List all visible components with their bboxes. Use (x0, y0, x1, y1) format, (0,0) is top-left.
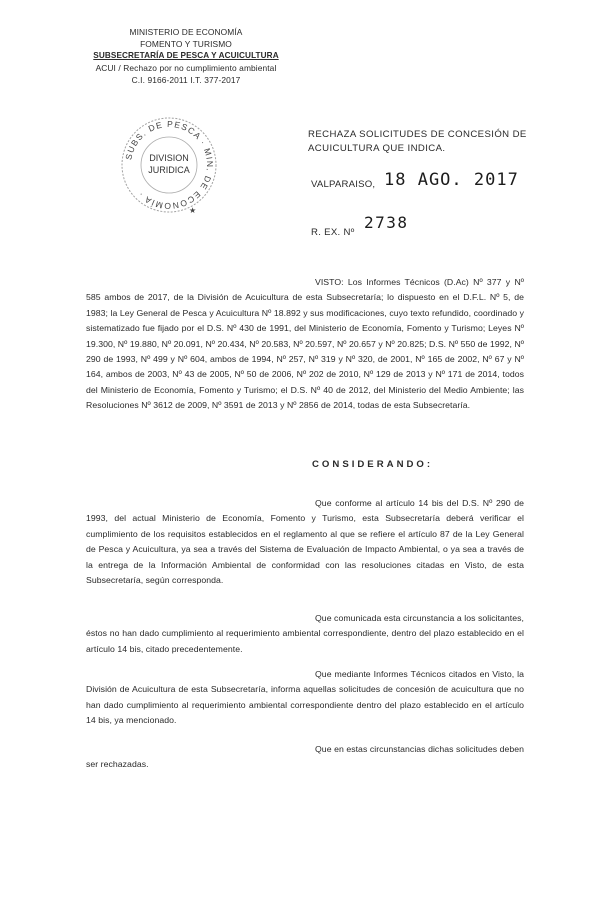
place: VALPARAISO, (311, 179, 376, 190)
considerando-paragraph-4: Que en estas circunstancias dichas solicitudes deben ser rechazadas. (86, 744, 524, 770)
stamp-star-icon: ★ (189, 206, 197, 215)
considerando-heading: CONSIDERANDO: (312, 459, 434, 470)
considerando-paragraph-2: Que comunicada esta circunstancia a los solicitantes, éstos no han dado cumplimiento al requerimiento ambiental correspondiente, dentro del plazo establecido en el artículo 14 bis, citado precedentemente. (86, 613, 524, 654)
subsecretaria-line: SUBSECRETARÍA DE PESCA Y ACUICULTURA (93, 51, 279, 60)
considerando-paragraph-3: Que mediante Informes Técnicos citados en Visto, la División de Acuicultura de esta Subsecretaría, informa aquellas solicitudes de concesión de acuicultura que no han dado cumplimiento al requerimiento ambiental correspondiente dentro del plazo establecido en el artículo 14 bis, ya mencionado. (86, 669, 524, 726)
visto-paragraph: VISTO: Los Informes Técnicos (D.Ac) Nº 377 y Nº 585 ambos de 2017, de la División de Acuicultura de esta Subsecretaría; lo dispuesto en el D.F.L. Nº 5, de 1983; la Ley General de Pesca y Acuicultura Nº 18.892 y sus modificaciones, cuyo texto refundido, coordinado y sistematizado fue fijado por el D.S. Nº 430 de 1991, del Ministerio de Economía, Fomento y Turismo; Leyes Nº 19.300, Nº 19.880, Nº 20.091, Nº 20.434, Nº 20.583, Nº 20.597, Nº 20.657 y Nº 20.825; D.S. Nº 550 de 1992, Nº 290 de 1993, Nº 499 y Nº 604, ambos de 1994, Nº 257, Nº 319 y Nº 320, de 2001, Nº 165 de 2002, Nº 67 y Nº 164, ambos de 2003, Nº 43 de 2005, Nº 50 de 2006, Nº 202 de 2010, Nº 129 de 2013 y Nº 171 de 2014, todos del Ministerio de Economía, Fomento y Turismo; el D.S. Nº 40 de 2012, del Ministerio del Medio Ambiente; las Resoluciones Nº 3612 de 2009, Nº 3591 de 2013 y Nº 2856 de 2014, todas de esta Subsecretaría. (86, 277, 524, 411)
letterhead (86, 26, 286, 86)
date-stamp: 18 AGO. 2017 (384, 170, 519, 190)
considerando-paragraph-1: Que conforme al artículo 14 bis del D.S. Nº 290 de 1993, del actual Ministerio de Economía, Fomento y Turismo, esta Subsecretaría deberá verificar el cumplimiento de los requisitos establecidos en el reglamento al que se refiere el artículo 87 de la Ley General de Pesca y Acuicultura, ya sea a través del Sistema de Evaluación de Impacto Ambiental, o ya sea a través de la entrega de la Información Ambiental de conformidad con las resoluciones citadas en Visto, de esta Subsecretaría, según corresponda. (86, 498, 524, 586)
stamp-line-1: DIVISION (149, 153, 189, 163)
ministry-line-2: FOMENTO Y TURISMO (140, 39, 232, 49)
resolution-label: R. EX. Nº (311, 227, 355, 238)
resolution-number: 2738 (364, 213, 409, 232)
reference-line: ACUI / Rechazo por no cumplimiento ambiental (95, 63, 277, 73)
division-juridica-stamp (117, 113, 221, 217)
document-title: RECHAZA SOLICITUDES DE CONCESIÓN DE ACUICULTURA QUE INDICA. (308, 129, 527, 154)
stamp-line-2: JURIDICA (148, 165, 190, 175)
ministry-line: MINISTERIO DE ECONOMÍA (129, 27, 243, 37)
reference-code: C.I. 9166-2011 I.T. 377-2017 (131, 75, 241, 85)
stamp-ring-text: SUBS. DE PESCA · MIN. DE ECONOMÍA · (123, 118, 216, 212)
